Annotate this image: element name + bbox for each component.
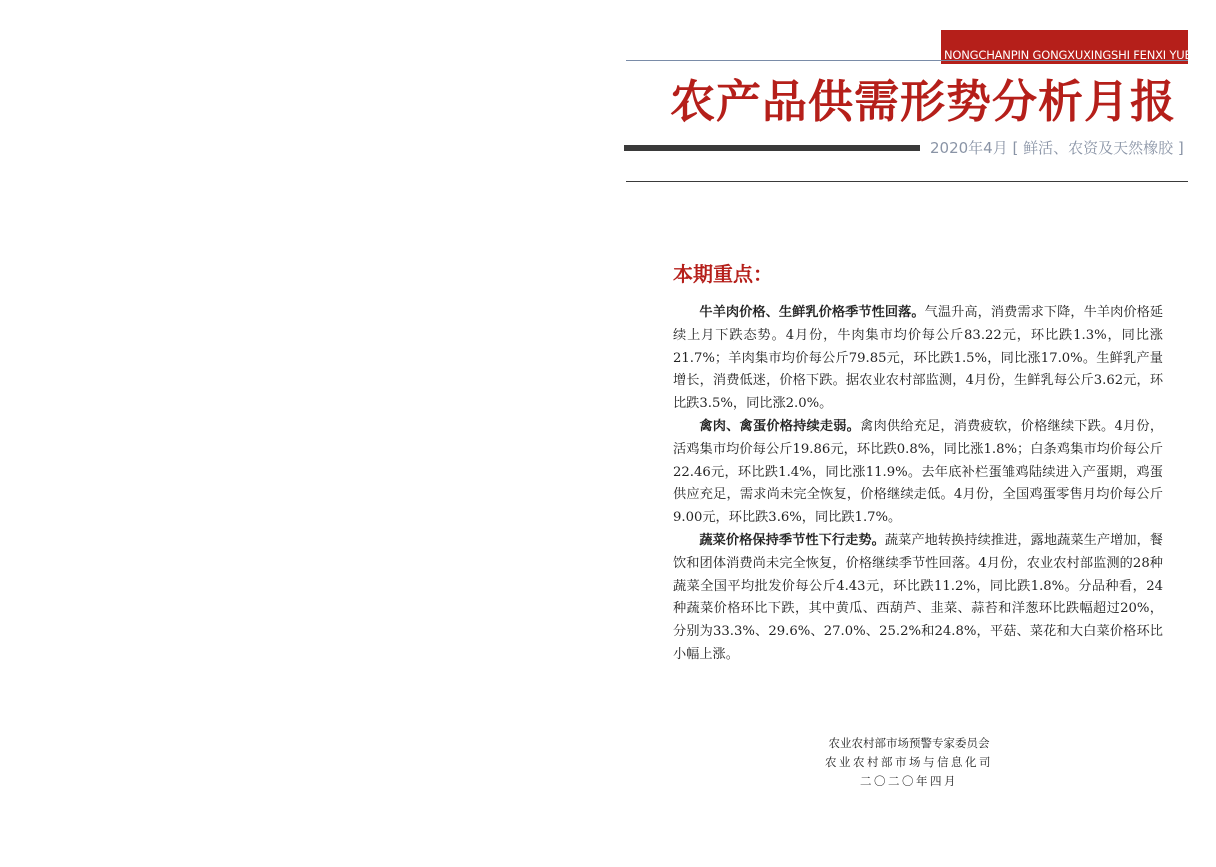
paragraph-text: 蔬菜产地转换持续推进，露地蔬菜生产增加，餐饮和团体消费尚未完全恢复，价格继续季节性回落。4月份，农业农村部监测的28种蔬菜全国平均批发价每公斤4.43元，环比跌11.2%，同比跌1.8%。分品种看，24种蔬菜价格环比下跌，其中黄瓜、西葫芦、韭菜、蒜苔和洋葱环比跌幅超过20%，分别为33.3%、29.6%、27.0%、25.2%和24.8%，平菇、菜花和大白菜价格环比小幅上涨。 [673, 532, 1163, 662]
highlight-paragraph [673, 302, 1163, 416]
highlights-heading: 本期重点： [673, 262, 773, 286]
paragraph-lead: 蔬菜价格保持季节性下行走势。 [699, 532, 885, 548]
header-top-rule [626, 60, 1188, 61]
pinyin-title-banner: NONGCHANPIN GONGXUXINGSHI FENXI YUEBAO [941, 30, 1188, 64]
issue-subtitle: 2020年4月 [ 鲜活、农资及天然橡胶 ] [930, 139, 1184, 157]
header-thick-bar [624, 145, 920, 151]
signoff-block [794, 734, 1024, 791]
report-page [594, 0, 1216, 867]
highlights-body [673, 302, 1163, 667]
issuer-committee: 农业农村部市场预警专家委员会 [828, 736, 990, 750]
report-title: 农产品供需形势分析月报 [670, 75, 1177, 128]
paragraph-text: 气温升高，消费需求下降，牛羊肉价格延续上月下跌态势。4月份，牛肉集市均价每公斤83.22元，环比跌1.3%，同比涨21.7%；羊肉集市均价每公斤79.85元，环比跌1.5%，同比涨17.0%。生鲜乳产量增长，消费低迷，价格下跌。据农业农村部监测，4月份，生鲜乳每公斤3.62元，环比跌3.5%，同比涨2.0%。 [673, 305, 1164, 412]
issuer-department: 农业农村部市场与信息化司 [825, 755, 993, 769]
highlight-paragraph [673, 530, 1163, 667]
highlight-paragraph [673, 416, 1163, 530]
paragraph-lead: 牛羊肉价格、生鲜乳价格季节性回落。 [699, 305, 925, 320]
issue-date: 二〇二〇年四月 [860, 774, 958, 788]
blank-left-page [0, 0, 594, 867]
header-bottom-rule [626, 181, 1188, 182]
paragraph-lead: 禽肉、禽蛋价格持续走弱。 [699, 418, 861, 434]
paragraph-text: 禽肉供给充足，消费疲软，价格继续下跌。4月份，活鸡集市均价每公斤19.86元，环比跌0.8%，同比涨1.8%；白条鸡集市均价每公斤22.46元，环比跌1.4%，同比涨11.9%。去年底补栏蛋雏鸡陆续进入产蛋期，鸡蛋供应充足，需求尚未完全恢复，价格继续走低。4月份，全国鸡蛋零售月均价每公斤9.00元，环比跌3.6%，同比跌1.7%。 [673, 418, 1164, 526]
